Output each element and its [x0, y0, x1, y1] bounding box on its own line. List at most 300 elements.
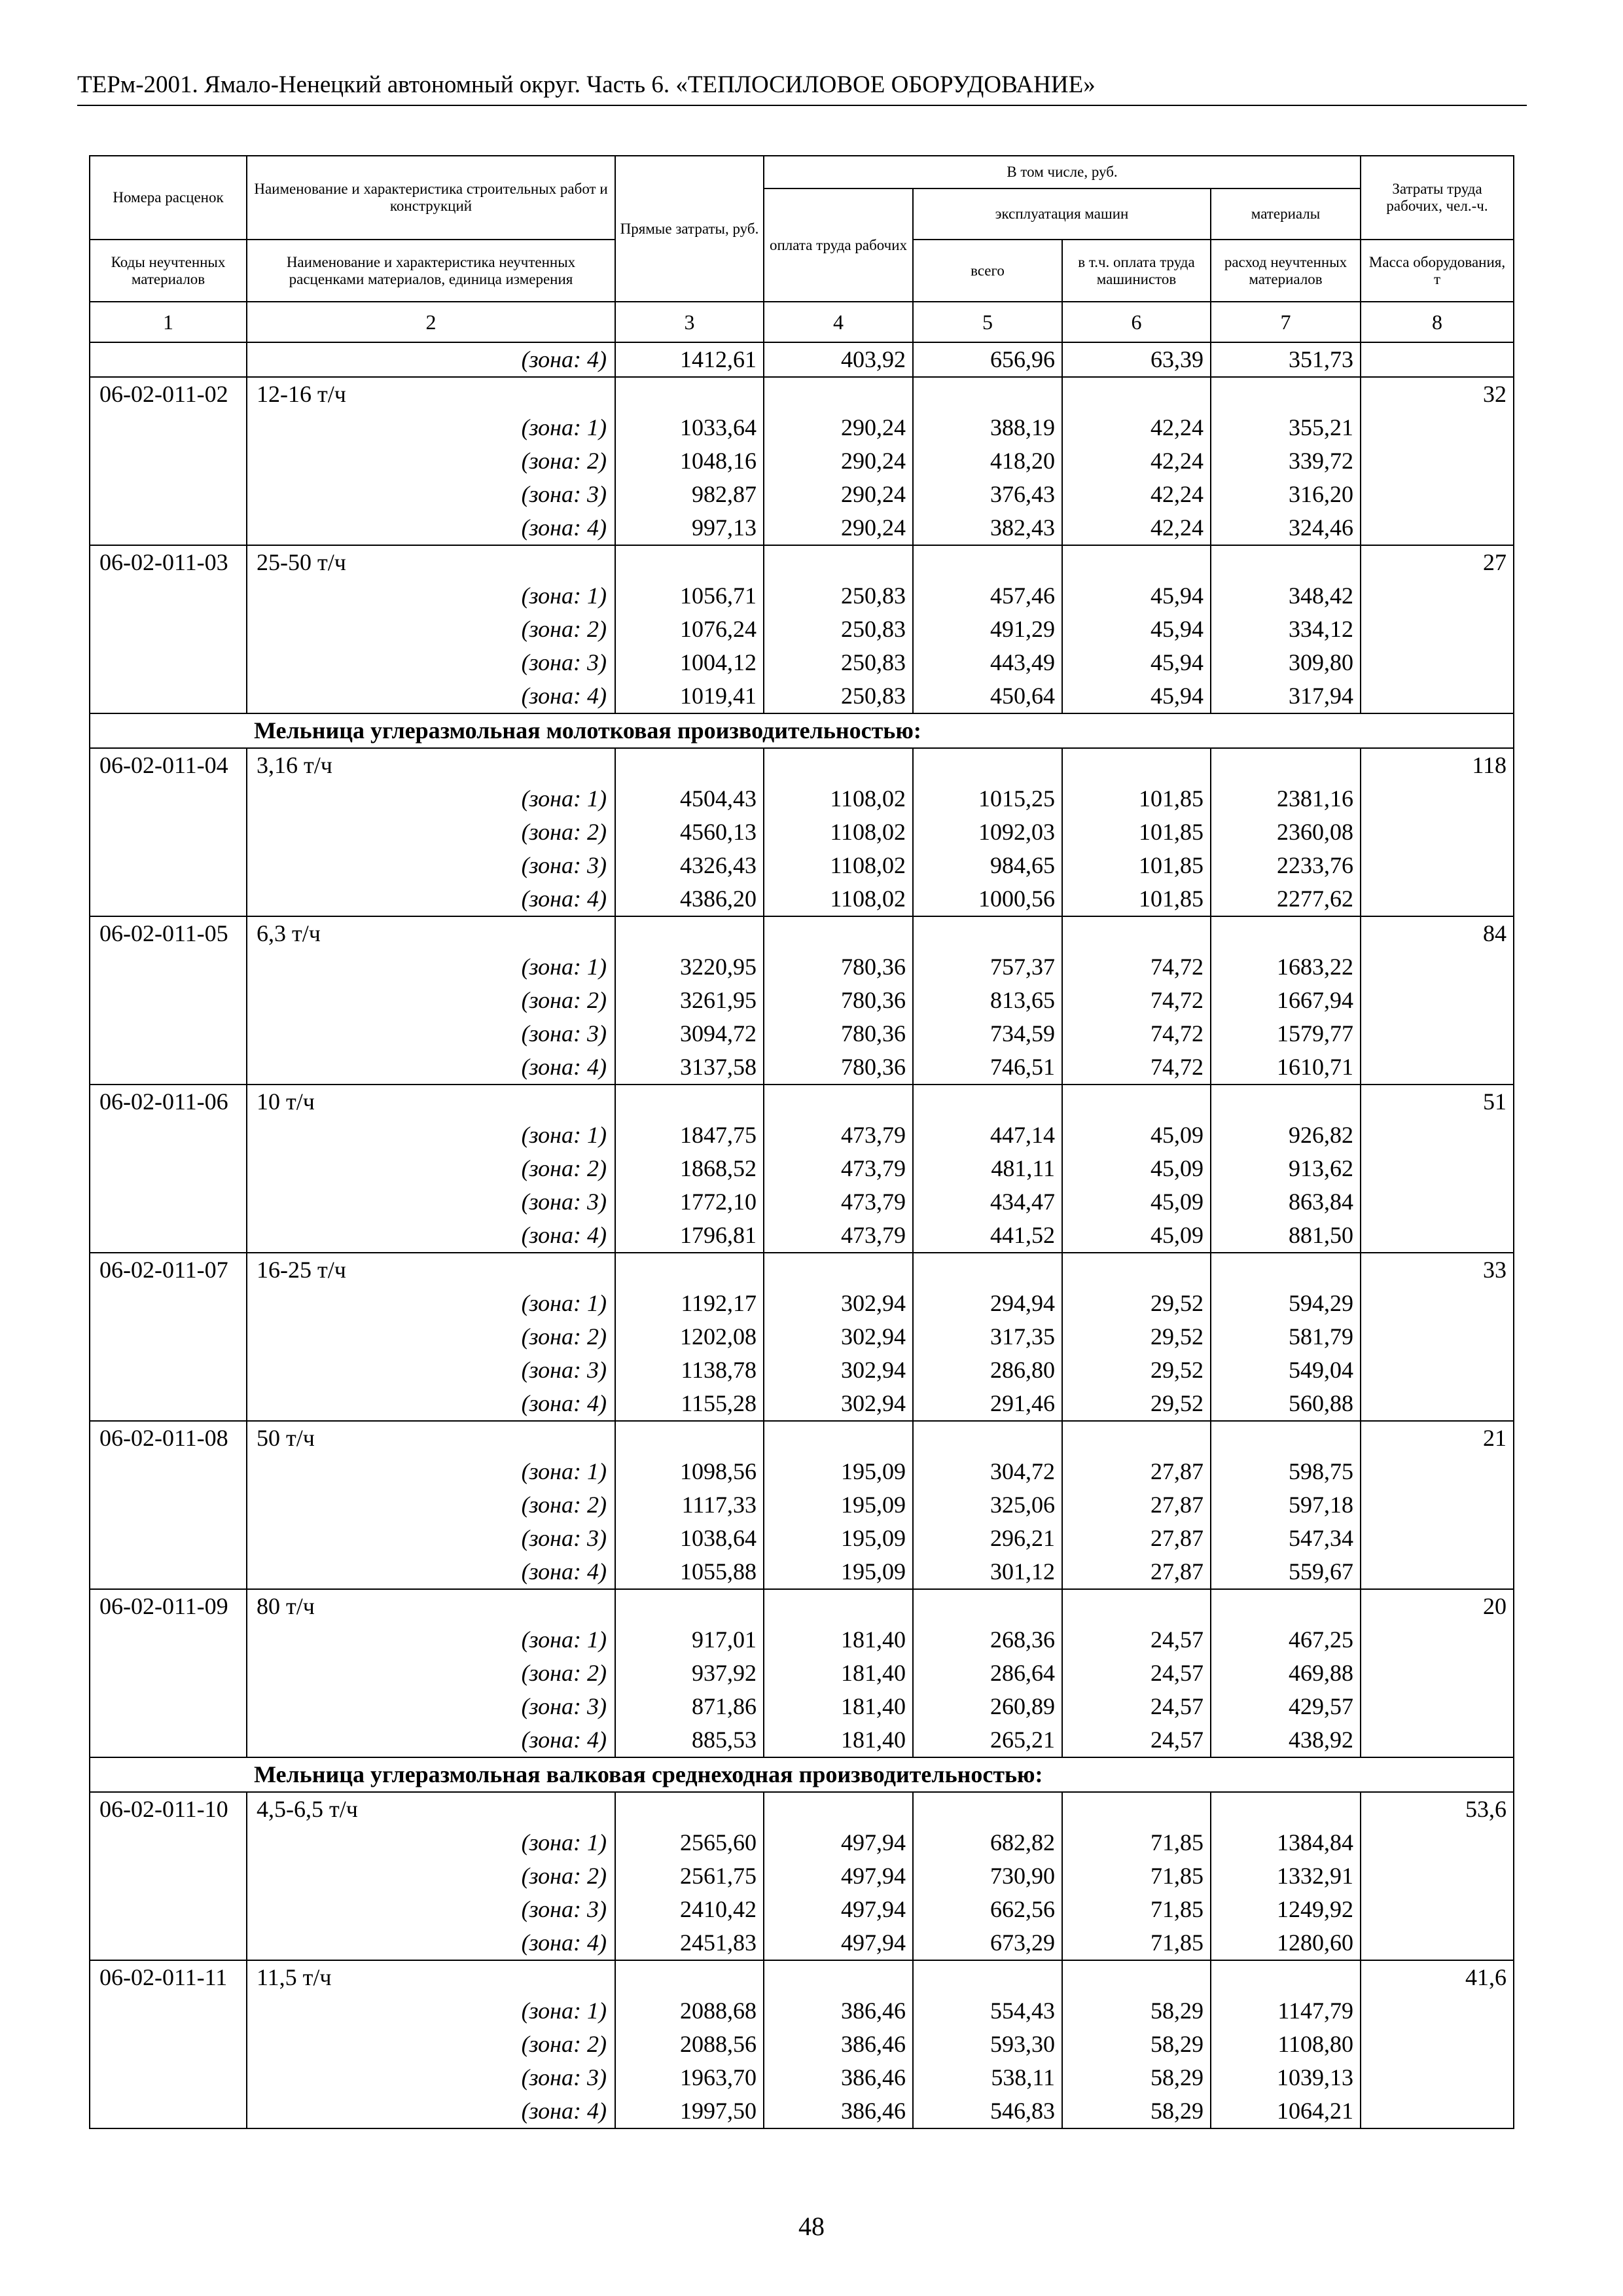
direct-costs: 1412,61 [615, 342, 764, 377]
machines-total: 734,59 [913, 1017, 1062, 1050]
empty-cell [90, 1219, 247, 1253]
empty-cell [1361, 342, 1514, 377]
header-direct-costs: Прямые затраты, руб. [615, 156, 764, 302]
rate-code: 06-02-011-06 [90, 1085, 247, 1119]
column-number: 5 [913, 302, 1062, 342]
worker-pay: 780,36 [764, 1017, 913, 1050]
empty-cell [1211, 1421, 1361, 1455]
worker-pay: 195,09 [764, 1488, 913, 1522]
empty-cell [90, 1119, 247, 1152]
empty-cell [1211, 748, 1361, 782]
direct-costs: 4386,20 [615, 882, 764, 916]
zone-row [90, 2028, 1514, 2061]
empty-cell [1211, 916, 1361, 950]
empty-cell [913, 1589, 1062, 1623]
machines-total: 682,82 [913, 1826, 1062, 1859]
empty-cell [90, 882, 247, 916]
zone-label: (зона: 2) [247, 613, 615, 646]
empty-cell [90, 1185, 247, 1219]
empty-cell [1211, 1085, 1361, 1119]
direct-costs: 1048,16 [615, 444, 764, 478]
worker-pay: 195,09 [764, 1555, 913, 1589]
equipment-mass: 118 [1361, 748, 1514, 782]
machines-total: 546,83 [913, 2094, 1062, 2128]
direct-costs: 3137,58 [615, 1050, 764, 1085]
empty-cell [1361, 579, 1514, 613]
rate-code: 06-02-011-03 [90, 545, 247, 579]
header-including: В том числе, руб. [764, 156, 1361, 188]
empty-cell [1211, 1960, 1361, 1994]
equipment-mass: 33 [1361, 1253, 1514, 1287]
unaccounted-materials: 309,80 [1211, 646, 1361, 679]
empty-cell [1062, 916, 1211, 950]
header-equipment-mass: Масса оборудования, т [1361, 240, 1514, 302]
zone-row [90, 444, 1514, 478]
unaccounted-materials: 316,20 [1211, 478, 1361, 511]
machines-total: 481,11 [913, 1152, 1062, 1185]
unaccounted-materials: 1579,77 [1211, 1017, 1361, 1050]
zone-label: (зона: 1) [247, 1287, 615, 1320]
worker-pay: 497,94 [764, 1859, 913, 1893]
unaccounted-materials: 1683,22 [1211, 950, 1361, 984]
header-worker-pay: оплата труда рабочих [764, 188, 913, 302]
machinist-pay: 71,85 [1062, 1893, 1211, 1926]
zone-label: (зона: 4) [247, 1387, 615, 1421]
zone-row [90, 1185, 1514, 1219]
column-number: 7 [1211, 302, 1361, 342]
worker-pay: 780,36 [764, 1050, 913, 1085]
zone-row [90, 816, 1514, 849]
machinist-pay: 45,09 [1062, 1185, 1211, 1219]
empty-cell [615, 545, 764, 579]
empty-cell [90, 816, 247, 849]
zone-label: (зона: 2) [247, 984, 615, 1017]
worker-pay: 290,24 [764, 411, 913, 444]
zone-label: (зона: 3) [247, 478, 615, 511]
zone-row [90, 1455, 1514, 1488]
empty-cell [1361, 1522, 1514, 1555]
direct-costs: 885,53 [615, 1723, 764, 1757]
empty-cell [1361, 2094, 1514, 2128]
zone-row [90, 1994, 1514, 2028]
zone-label: (зона: 1) [247, 950, 615, 984]
unaccounted-materials: 913,62 [1211, 1152, 1361, 1185]
empty-cell [1062, 1085, 1211, 1119]
zone-label: (зона: 1) [247, 579, 615, 613]
direct-costs: 1055,88 [615, 1555, 764, 1589]
machinist-pay: 42,24 [1062, 411, 1211, 444]
machines-total: 450,64 [913, 679, 1062, 713]
direct-costs: 1847,75 [615, 1119, 764, 1152]
empty-cell [1062, 545, 1211, 579]
direct-costs: 3094,72 [615, 1017, 764, 1050]
empty-cell [913, 1421, 1062, 1455]
machinist-pay: 42,24 [1062, 444, 1211, 478]
direct-costs: 2561,75 [615, 1859, 764, 1893]
empty-cell [1361, 1185, 1514, 1219]
rates-table-wrapper [89, 155, 1513, 2129]
zone-row [90, 511, 1514, 545]
rate-item-row [90, 1253, 1514, 1287]
equipment-mass: 53,6 [1361, 1792, 1514, 1826]
zone-row [90, 1017, 1514, 1050]
zone-label: (зона: 2) [247, 1320, 615, 1354]
direct-costs: 4504,43 [615, 782, 764, 816]
machines-total: 441,52 [913, 1219, 1062, 1253]
zone-row [90, 613, 1514, 646]
zone-label: (зона: 2) [247, 816, 615, 849]
rate-code: 06-02-011-08 [90, 1421, 247, 1455]
machinist-pay: 101,85 [1062, 849, 1211, 882]
empty-cell [1361, 1926, 1514, 1960]
direct-costs: 2451,83 [615, 1926, 764, 1960]
unaccounted-materials: 2233,76 [1211, 849, 1361, 882]
empty-cell [1361, 1320, 1514, 1354]
header-machines: эксплуатация машин [913, 188, 1211, 240]
machines-total: 443,49 [913, 646, 1062, 679]
unaccounted-materials: 547,34 [1211, 1522, 1361, 1555]
empty-cell [1361, 1994, 1514, 2028]
worker-pay: 302,94 [764, 1387, 913, 1421]
direct-costs: 4560,13 [615, 816, 764, 849]
section-title: Мельница углеразмольная валковая среднеходная производительностью: [90, 1757, 1514, 1792]
empty-cell [764, 1792, 913, 1826]
empty-cell [1062, 1792, 1211, 1826]
direct-costs: 1772,10 [615, 1185, 764, 1219]
machinist-pay: 58,29 [1062, 2028, 1211, 2061]
empty-cell [615, 1960, 764, 1994]
machines-total: 325,06 [913, 1488, 1062, 1522]
empty-cell [90, 1320, 247, 1354]
worker-pay: 181,40 [764, 1657, 913, 1690]
rate-item-row [90, 377, 1514, 411]
unaccounted-materials: 549,04 [1211, 1354, 1361, 1387]
zone-label: (зона: 4) [247, 342, 615, 377]
empty-cell [1361, 1152, 1514, 1185]
empty-cell [764, 377, 913, 411]
empty-cell [1361, 984, 1514, 1017]
machines-total: 418,20 [913, 444, 1062, 478]
empty-cell [1361, 1488, 1514, 1522]
zone-label: (зона: 4) [247, 1050, 615, 1085]
machinist-pay: 45,94 [1062, 646, 1211, 679]
zone-row [90, 1859, 1514, 1893]
empty-cell [1062, 377, 1211, 411]
empty-cell [1361, 444, 1514, 478]
unaccounted-materials: 559,67 [1211, 1555, 1361, 1589]
machinist-pay: 74,72 [1062, 1050, 1211, 1085]
empty-cell [913, 1085, 1062, 1119]
zone-row [90, 1488, 1514, 1522]
zone-row [90, 478, 1514, 511]
direct-costs: 871,86 [615, 1690, 764, 1723]
unaccounted-materials: 2277,62 [1211, 882, 1361, 916]
machinist-pay: 58,29 [1062, 2061, 1211, 2094]
empty-cell [1361, 1657, 1514, 1690]
worker-pay: 473,79 [764, 1119, 913, 1152]
equipment-mass: 21 [1361, 1421, 1514, 1455]
zone-label: (зона: 3) [247, 1893, 615, 1926]
machines-total: 813,65 [913, 984, 1062, 1017]
direct-costs: 1796,81 [615, 1219, 764, 1253]
header-unaccounted-materials: расход неучтенных материалов [1211, 240, 1361, 302]
worker-pay: 1108,02 [764, 882, 913, 916]
unaccounted-materials: 1610,71 [1211, 1050, 1361, 1085]
zone-label: (зона: 3) [247, 646, 615, 679]
empty-cell [764, 1253, 913, 1287]
empty-cell [615, 1589, 764, 1623]
empty-cell [1361, 1017, 1514, 1050]
worker-pay: 250,83 [764, 646, 913, 679]
machinist-pay: 63,39 [1062, 342, 1211, 377]
machinist-pay: 29,52 [1062, 1287, 1211, 1320]
empty-cell [90, 342, 247, 377]
worker-pay: 290,24 [764, 444, 913, 478]
empty-cell [1062, 748, 1211, 782]
rate-item-row [90, 748, 1514, 782]
machines-total: 294,94 [913, 1287, 1062, 1320]
empty-cell [913, 748, 1062, 782]
machinist-pay: 27,87 [1062, 1455, 1211, 1488]
section-title: Мельница углеразмольная молотковая производительностью: [90, 713, 1514, 748]
empty-cell [90, 950, 247, 984]
section-row [90, 1757, 1514, 1792]
empty-cell [90, 2061, 247, 2094]
rate-name: 4,5-6,5 т/ч [247, 1792, 615, 1826]
table-body [90, 342, 1514, 2128]
empty-cell [615, 1253, 764, 1287]
empty-cell [615, 916, 764, 950]
rate-name: 10 т/ч [247, 1085, 615, 1119]
empty-cell [1361, 1119, 1514, 1152]
empty-cell [90, 1455, 247, 1488]
zone-row [90, 950, 1514, 984]
rate-name: 11,5 т/ч [247, 1960, 615, 1994]
zone-label: (зона: 4) [247, 1723, 615, 1757]
column-number: 1 [90, 302, 247, 342]
empty-cell [90, 444, 247, 478]
rate-item-row [90, 1589, 1514, 1623]
column-number: 3 [615, 302, 764, 342]
unaccounted-materials: 351,73 [1211, 342, 1361, 377]
zone-row [90, 646, 1514, 679]
unaccounted-materials: 881,50 [1211, 1219, 1361, 1253]
empty-cell [90, 1354, 247, 1387]
unaccounted-materials: 1039,13 [1211, 2061, 1361, 2094]
direct-costs: 1997,50 [615, 2094, 764, 2128]
machinist-pay: 24,57 [1062, 1723, 1211, 1757]
column-number: 6 [1062, 302, 1211, 342]
machines-total: 673,29 [913, 1926, 1062, 1960]
worker-pay: 780,36 [764, 984, 913, 1017]
worker-pay: 403,92 [764, 342, 913, 377]
machinist-pay: 45,09 [1062, 1152, 1211, 1185]
rate-code: 06-02-011-11 [90, 1960, 247, 1994]
empty-cell [1361, 2028, 1514, 2061]
machinist-pay: 27,87 [1062, 1488, 1211, 1522]
rate-item-row [90, 1960, 1514, 1994]
zone-label: (зона: 3) [247, 1690, 615, 1723]
machines-total: 260,89 [913, 1690, 1062, 1723]
machines-total: 746,51 [913, 1050, 1062, 1085]
machines-total: 388,19 [913, 411, 1062, 444]
document-title: ТЕРм-2001. Ямало-Ненецкий автономный округ. Часть 6. «ТЕПЛОСИЛОВОЕ ОБОРУДОВАНИЕ» [77, 71, 1096, 98]
zone-label: (зона: 1) [247, 411, 615, 444]
zone-row [90, 1826, 1514, 1859]
empty-cell [90, 579, 247, 613]
machinist-pay: 45,09 [1062, 1119, 1211, 1152]
empty-cell [764, 1421, 913, 1455]
zone-row [90, 1555, 1514, 1589]
machines-total: 286,80 [913, 1354, 1062, 1387]
rate-item-row [90, 1792, 1514, 1826]
worker-pay: 181,40 [764, 1690, 913, 1723]
empty-cell [1361, 679, 1514, 713]
direct-costs: 982,87 [615, 478, 764, 511]
direct-costs: 1038,64 [615, 1522, 764, 1555]
machines-total: 376,43 [913, 478, 1062, 511]
worker-pay: 302,94 [764, 1354, 913, 1387]
empty-cell [1361, 1287, 1514, 1320]
empty-cell [90, 2028, 247, 2061]
machines-total: 286,64 [913, 1657, 1062, 1690]
direct-costs: 917,01 [615, 1623, 764, 1657]
empty-cell [1062, 1589, 1211, 1623]
rate-item-row [90, 1085, 1514, 1119]
direct-costs: 1155,28 [615, 1387, 764, 1421]
empty-cell [615, 1421, 764, 1455]
zone-row [90, 342, 1514, 377]
machinist-pay: 71,85 [1062, 1826, 1211, 1859]
zone-label: (зона: 3) [247, 849, 615, 882]
empty-cell [1062, 1421, 1211, 1455]
empty-cell [1361, 1826, 1514, 1859]
empty-cell [1361, 1354, 1514, 1387]
unaccounted-materials: 863,84 [1211, 1185, 1361, 1219]
zone-label: (зона: 2) [247, 1152, 615, 1185]
unaccounted-materials: 2381,16 [1211, 782, 1361, 816]
rate-code: 06-02-011-05 [90, 916, 247, 950]
empty-cell [1361, 950, 1514, 984]
unaccounted-materials: 469,88 [1211, 1657, 1361, 1690]
machines-total: 1015,25 [913, 782, 1062, 816]
worker-pay: 302,94 [764, 1320, 913, 1354]
zone-row [90, 579, 1514, 613]
worker-pay: 302,94 [764, 1287, 913, 1320]
rate-name: 6,3 т/ч [247, 916, 615, 950]
direct-costs: 4326,43 [615, 849, 764, 882]
machinist-pay: 45,09 [1062, 1219, 1211, 1253]
empty-cell [764, 1589, 913, 1623]
machinist-pay: 42,24 [1062, 478, 1211, 511]
direct-costs: 2565,60 [615, 1826, 764, 1859]
machinist-pay: 74,72 [1062, 984, 1211, 1017]
unaccounted-materials: 1280,60 [1211, 1926, 1361, 1960]
rate-item-row [90, 1421, 1514, 1455]
empty-cell [1211, 377, 1361, 411]
empty-cell [90, 1623, 247, 1657]
machines-total: 1000,56 [913, 882, 1062, 916]
table-header [90, 156, 1514, 342]
empty-cell [615, 1085, 764, 1119]
equipment-mass: 84 [1361, 916, 1514, 950]
zone-row [90, 2094, 1514, 2128]
zone-row [90, 2061, 1514, 2094]
empty-cell [1361, 646, 1514, 679]
direct-costs: 2088,68 [615, 1994, 764, 2028]
machinist-pay: 45,94 [1062, 579, 1211, 613]
empty-cell [1361, 1859, 1514, 1893]
zone-label: (зона: 2) [247, 444, 615, 478]
empty-cell [1361, 882, 1514, 916]
zone-label: (зона: 3) [247, 1354, 615, 1387]
empty-cell [1361, 1723, 1514, 1757]
zone-label: (зона: 2) [247, 1657, 615, 1690]
worker-pay: 780,36 [764, 950, 913, 984]
empty-cell [90, 1017, 247, 1050]
header-rate-number: Номера расценок [90, 156, 247, 240]
machinist-pay: 45,94 [1062, 613, 1211, 646]
empty-cell [90, 411, 247, 444]
machines-total: 593,30 [913, 2028, 1062, 2061]
machinist-pay: 71,85 [1062, 1859, 1211, 1893]
zone-row [90, 679, 1514, 713]
machinist-pay: 29,52 [1062, 1354, 1211, 1387]
zone-row [90, 849, 1514, 882]
worker-pay: 250,83 [764, 679, 913, 713]
zone-row [90, 782, 1514, 816]
worker-pay: 250,83 [764, 613, 913, 646]
empty-cell [1062, 1960, 1211, 1994]
empty-cell [764, 748, 913, 782]
machines-total: 730,90 [913, 1859, 1062, 1893]
empty-cell [90, 646, 247, 679]
empty-cell [90, 1994, 247, 2028]
unaccounted-materials: 926,82 [1211, 1119, 1361, 1152]
empty-cell [90, 782, 247, 816]
empty-cell [90, 478, 247, 511]
worker-pay: 473,79 [764, 1185, 913, 1219]
zone-row [90, 1320, 1514, 1354]
empty-cell [1361, 1893, 1514, 1926]
worker-pay: 290,24 [764, 478, 913, 511]
column-number: 8 [1361, 302, 1514, 342]
machines-total: 265,21 [913, 1723, 1062, 1757]
direct-costs: 1019,41 [615, 679, 764, 713]
empty-cell [1361, 1555, 1514, 1589]
unaccounted-materials: 348,42 [1211, 579, 1361, 613]
worker-pay: 473,79 [764, 1152, 913, 1185]
unaccounted-materials: 581,79 [1211, 1320, 1361, 1354]
worker-pay: 1108,02 [764, 782, 913, 816]
empty-cell [90, 984, 247, 1017]
direct-costs: 3220,95 [615, 950, 764, 984]
empty-cell [1211, 1253, 1361, 1287]
unaccounted-materials: 2360,08 [1211, 816, 1361, 849]
empty-cell [1211, 1589, 1361, 1623]
empty-cell [913, 1253, 1062, 1287]
machines-total: 296,21 [913, 1522, 1062, 1555]
rate-item-row [90, 545, 1514, 579]
direct-costs: 1098,56 [615, 1455, 764, 1488]
empty-cell [764, 916, 913, 950]
zone-row [90, 411, 1514, 444]
machinist-pay: 74,72 [1062, 950, 1211, 984]
zone-label: (зона: 3) [247, 2061, 615, 2094]
unaccounted-materials: 1147,79 [1211, 1994, 1361, 2028]
empty-cell [1361, 782, 1514, 816]
empty-cell [90, 613, 247, 646]
